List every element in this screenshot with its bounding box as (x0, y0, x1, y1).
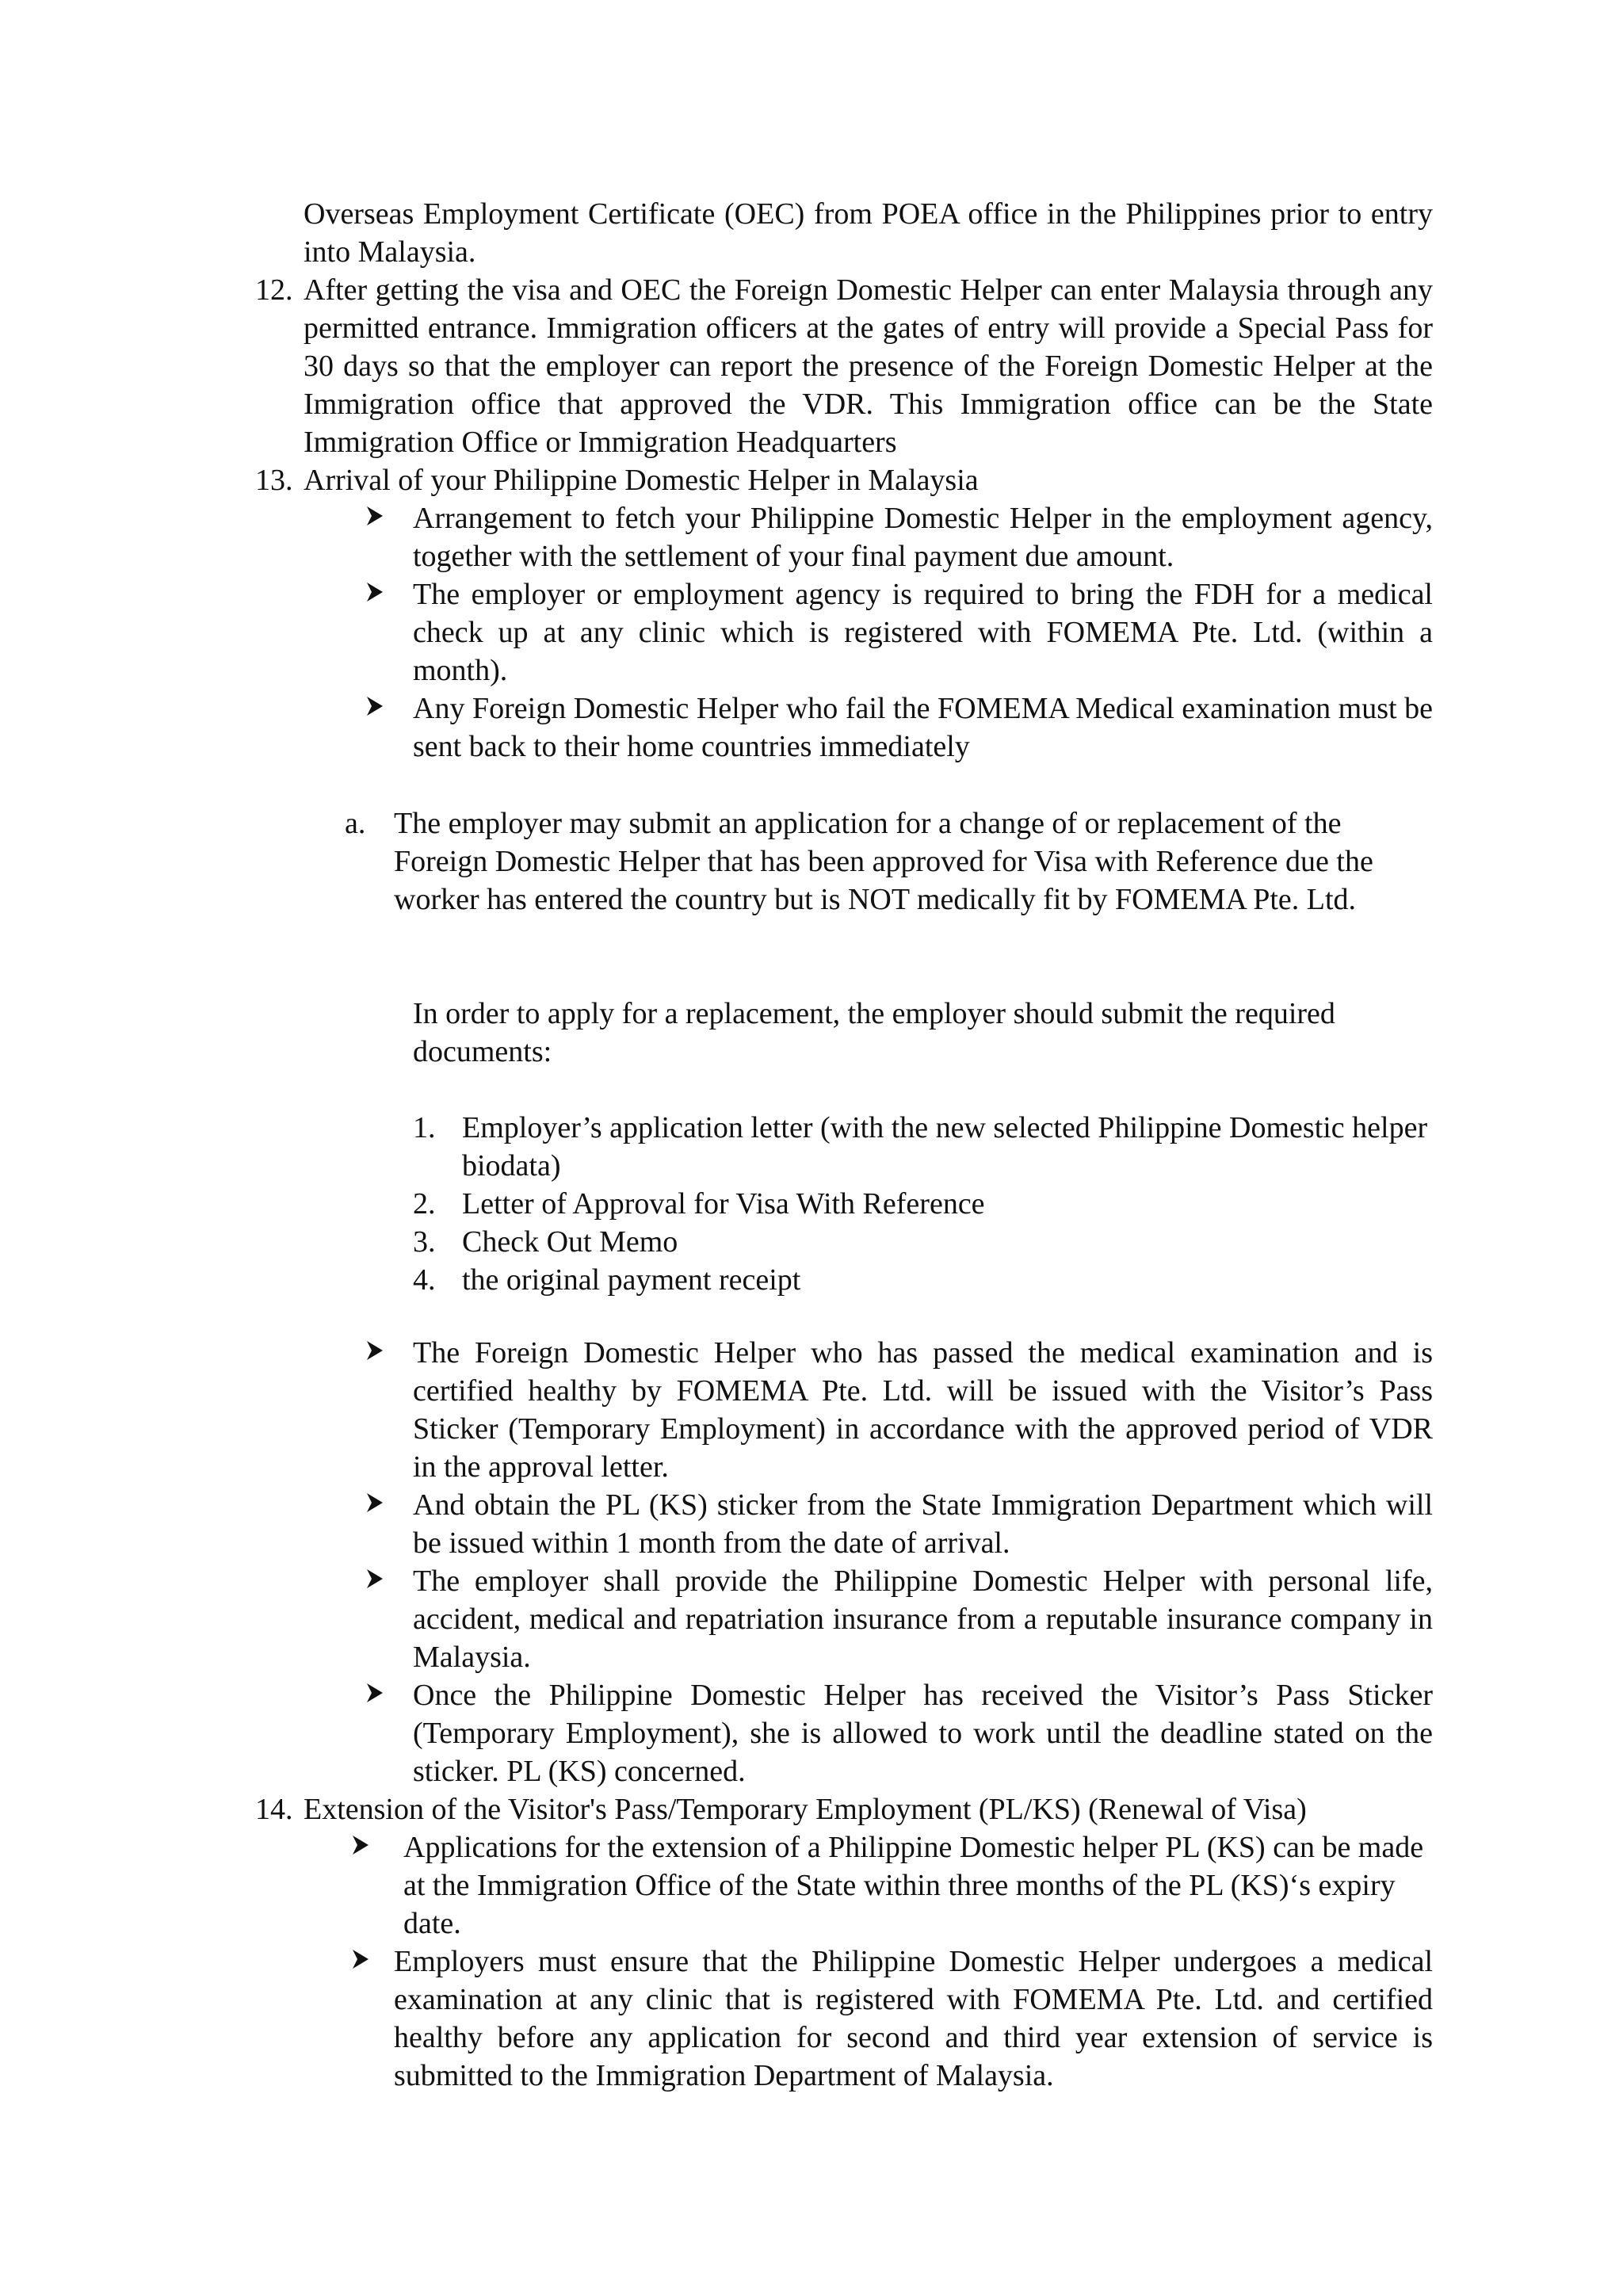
arrow-bullet-icon (365, 1339, 384, 1362)
bullet-work-deadline: Once the Philippine Domestic Helper has received the Visitor’s Pass Sticker (Temporary Employment), she is allowed to work until the deadline stated on the sticker. PL (KS) concerned. (413, 1679, 1433, 1788)
arrow-bullet-icon (365, 1568, 384, 1590)
item-14-number: 14. (255, 1793, 293, 1826)
bullet-visitor-pass: The Foreign Domestic Helper who has passed the medical examination and is certified healthy by FOMEMA Pte. Ltd. will be issued with the Visitor’s Pass Sticker (Temporary Employment) in accordance with the approved period of VDR in the approval letter. (413, 1336, 1433, 1484)
document-item-3: Check Out Memo (462, 1225, 678, 1259)
arrow-bullet-icon (365, 695, 384, 717)
item-12-text: After getting the visa and OEC the Foreign Domestic Helper can enter Malaysia through any permitted entrance. Immigration officers at the gates of entry will provide a Special Pass for 30 days so that the employer can report the presence of the Foreign Domestic Helper at the Immigration office that approved the VDR. This Immigration office can be the State Immigration Office or Immigration Headquarters (304, 273, 1433, 459)
arrow-bullet-icon (365, 1492, 384, 1514)
document-number-2: 2. (413, 1187, 436, 1221)
bullet-pl-ks-sticker: And obtain the PL (KS) sticker from the State Immigration Department which will be issued within 1 month from the date of arrival. (413, 1488, 1433, 1560)
document-item-4: the original payment receipt (462, 1263, 801, 1297)
document-item-2: Letter of Approval for Visa With Reference (462, 1187, 985, 1221)
sub-item-a-marker: a. (345, 807, 366, 840)
item-13-number: 13. (255, 464, 293, 497)
sub-item-a-text: The employer may submit an application for a change of or replacement of the Foreign Domestic Helper that has been approved for Visa with Reference due the worker has entered the country but is NOT medically fit by FOMEMA Pte. Ltd. (394, 807, 1373, 916)
bullet-medical-check: The employer or employment agency is required to bring the FDH for a medical check up at any clinic which is registered with FOMEMA Pte. Ltd. (within a month). (413, 578, 1433, 687)
document-number-3: 3. (413, 1225, 436, 1259)
arrow-bullet-icon (365, 581, 384, 603)
arrow-bullet-icon (351, 1948, 370, 1970)
item-14-title: Extension of the Visitor's Pass/Temporary Employment (PL/KS) (Renewal of Visa) (304, 1793, 1307, 1826)
item-11-continuation: Overseas Employment Certificate (OEC) from POEA office in the Philippines prior to entry into Malaysia. (304, 197, 1433, 269)
bullet-fail-medical: Any Foreign Domestic Helper who fail the FOMEMA Medical examination must be sent back to their home countries immediately (413, 692, 1433, 763)
arrow-bullet-icon (365, 1682, 384, 1704)
document-number-4: 4. (413, 1263, 436, 1297)
bullet-insurance: The employer shall provide the Philippine Domestic Helper with personal life, accident, medical and repatriation insurance from a reputable insurance company in Malaysia. (413, 1564, 1433, 1674)
arrow-bullet-icon (365, 505, 384, 527)
item-12-number: 12. (255, 273, 293, 307)
bullet-fetch-helper: Arrangement to fetch your Philippine Domestic Helper in the employment agency, together with the settlement of your final payment due amount. (413, 502, 1433, 573)
arrow-bullet-icon (351, 1834, 370, 1856)
item-13-title: Arrival of your Philippine Domestic Helper in Malaysia (304, 464, 979, 497)
bullet-medical-before-extension: Employers must ensure that the Philippine Domestic Helper undergoes a medical examination at any clinic that is registered with FOMEMA Pte. Ltd. and certified healthy before any application for second and third year extension of service is submitted to the Immigration Department of Malaysia. (394, 1945, 1433, 2092)
bullet-extension-application: Applications for the extension of a Philippine Domestic helper PL (KS) can be made at the Immigration Office of the State within three months of the PL (KS)‘s expiry date. (403, 1831, 1424, 1940)
document-item-1: Employer’s application letter (with the new selected Philippine Domestic helper biodata) (462, 1111, 1428, 1182)
replacement-intro: In order to apply for a replacement, the employer should submit the required documents: (413, 997, 1335, 1068)
document-number-1: 1. (413, 1111, 436, 1144)
